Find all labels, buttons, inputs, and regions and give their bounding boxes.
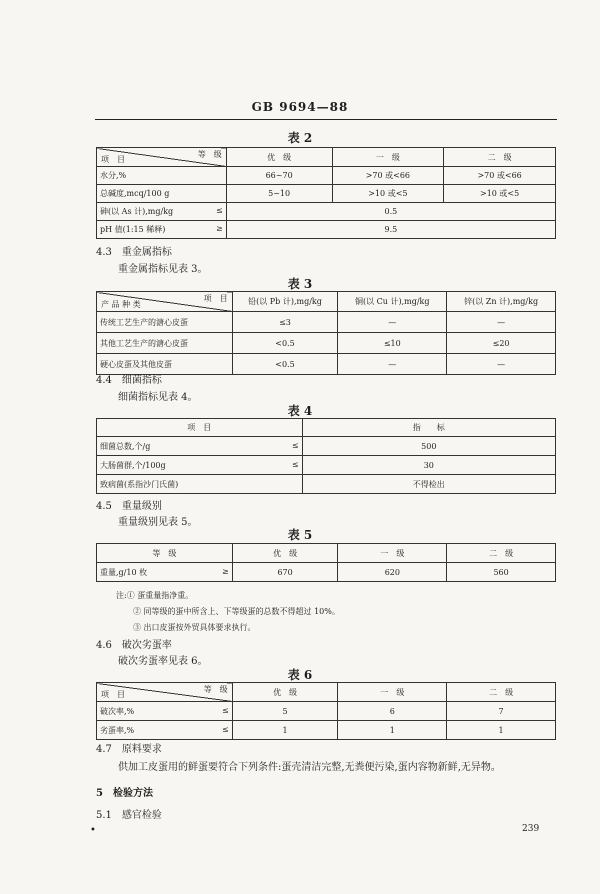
table3-diagonal-header: 项 目 产 品 种 类	[97, 292, 233, 312]
table3	[96, 291, 556, 375]
table2-row: 水分,% 66~70 >70 或<66 >70 或<66	[97, 167, 556, 185]
table2-col-header: 优 级	[226, 148, 332, 167]
table2-diagonal-header: 等 级 项 目	[97, 148, 227, 167]
table4-row: 细菌总数,个/g ≤ 500	[97, 437, 556, 456]
section-4-7-text: 供加工皮蛋用的鲜蛋要符合下列条件:蛋壳清洁完整,无粪便污染,蛋内容物新鲜,无异物。	[118, 762, 501, 773]
table3-row: 其他工艺生产的溏心皮蛋 <0.5 ≤10 ≤20	[97, 333, 556, 354]
table2-col-header: 二 级	[444, 148, 556, 167]
table6-col-header: 优 级	[232, 683, 338, 702]
section-4-4-text: 细菌指标见表 4。	[118, 392, 198, 403]
section-4-5-text: 重量级别见表 5。	[118, 517, 198, 528]
section-4-6-text: 破次劣蛋率见表 6。	[118, 656, 208, 667]
standard-code: GB 9694—88	[251, 100, 349, 114]
table3-col-header: 铜(以 Cu 计),mg/kg	[338, 292, 447, 312]
table4-row: 致病菌(系指沙门氏菌) 不得检出	[97, 475, 556, 494]
table3-row: 硬心皮蛋及其他皮蛋 <0.5 — —	[97, 354, 556, 375]
table5-col-header: 等 级	[97, 544, 233, 563]
table6-col-header: 一 级	[338, 683, 447, 702]
section-4-5-title: 4.5 重量级别	[96, 501, 162, 512]
table4-row: 大肠菌群,个/100g ≤ 30	[97, 456, 556, 475]
section-4-7-title: 4.7 原料要求	[96, 744, 162, 755]
table4-caption: 表 4	[287, 404, 313, 418]
table6	[96, 682, 556, 740]
table5-col-header: 二 级	[447, 544, 556, 563]
table6-caption: 表 6	[287, 668, 313, 682]
table2-row: 总碱度,mcq/100 g 5~10 >10 或<5 >10 或<5	[97, 185, 556, 203]
table5-col-header: 一 级	[338, 544, 447, 563]
table3-col-header: 铅(以 Pb 计),mg/kg	[232, 292, 338, 312]
section-4-3-title: 4.3 重金属指标	[96, 247, 172, 258]
table5-caption: 表 5	[287, 528, 313, 542]
table5-note-2: ② 同等级的蛋中所含上、下等级蛋的总数不得超过 10%。	[133, 607, 340, 616]
table2-col-header: 一 级	[332, 148, 444, 167]
table5-note-1: 注:① 蛋重量指净重。	[116, 591, 194, 600]
table4-col-header: 项 目	[97, 419, 303, 437]
table2-caption: 表 2	[287, 131, 313, 145]
table6-diagonal-header: 等 级 项 目	[97, 683, 233, 702]
section-4-6-title: 4.6 破次劣蛋率	[96, 640, 172, 651]
section-5-1-title: 5.1 感官检验	[96, 810, 162, 821]
table5-note-3: ③ 出口皮蛋按外贸具体要求执行。	[133, 623, 256, 632]
table6-col-header: 二 级	[447, 683, 556, 702]
table6-row: 劣蛋率,% ≤ 1 1 1	[97, 721, 556, 740]
table4	[96, 418, 556, 494]
table3-row: 传统工艺生产的溏心皮蛋 ≤3 — —	[97, 312, 556, 333]
table3-col-header: 锌(以 Zn 计),mg/kg	[447, 292, 556, 312]
table4-col-header: 指 标	[302, 419, 555, 437]
footer-dot: •	[90, 825, 96, 836]
table2-row: pH 值(1:15 稀释) ≥ 9.5	[97, 221, 556, 239]
table5	[96, 543, 556, 582]
page-number: 239	[522, 824, 540, 834]
table6-row: 破次率,% ≤ 5 6 7	[97, 702, 556, 721]
header-rule	[95, 119, 557, 120]
table5-col-header: 优 级	[232, 544, 338, 563]
section-5-title: 5 检验方法	[96, 788, 153, 799]
table2-row: 砷(以 As 计),mg/kg ≤ 0.5	[97, 203, 556, 221]
table5-row: 重量,g/10 枚 ≥ 670 620 560	[97, 563, 556, 582]
table2	[96, 147, 556, 239]
section-4-3-text: 重金属指标见表 3。	[118, 264, 208, 275]
table3-caption: 表 3	[287, 277, 313, 291]
section-4-4-title: 4.4 细菌指标	[96, 375, 162, 386]
